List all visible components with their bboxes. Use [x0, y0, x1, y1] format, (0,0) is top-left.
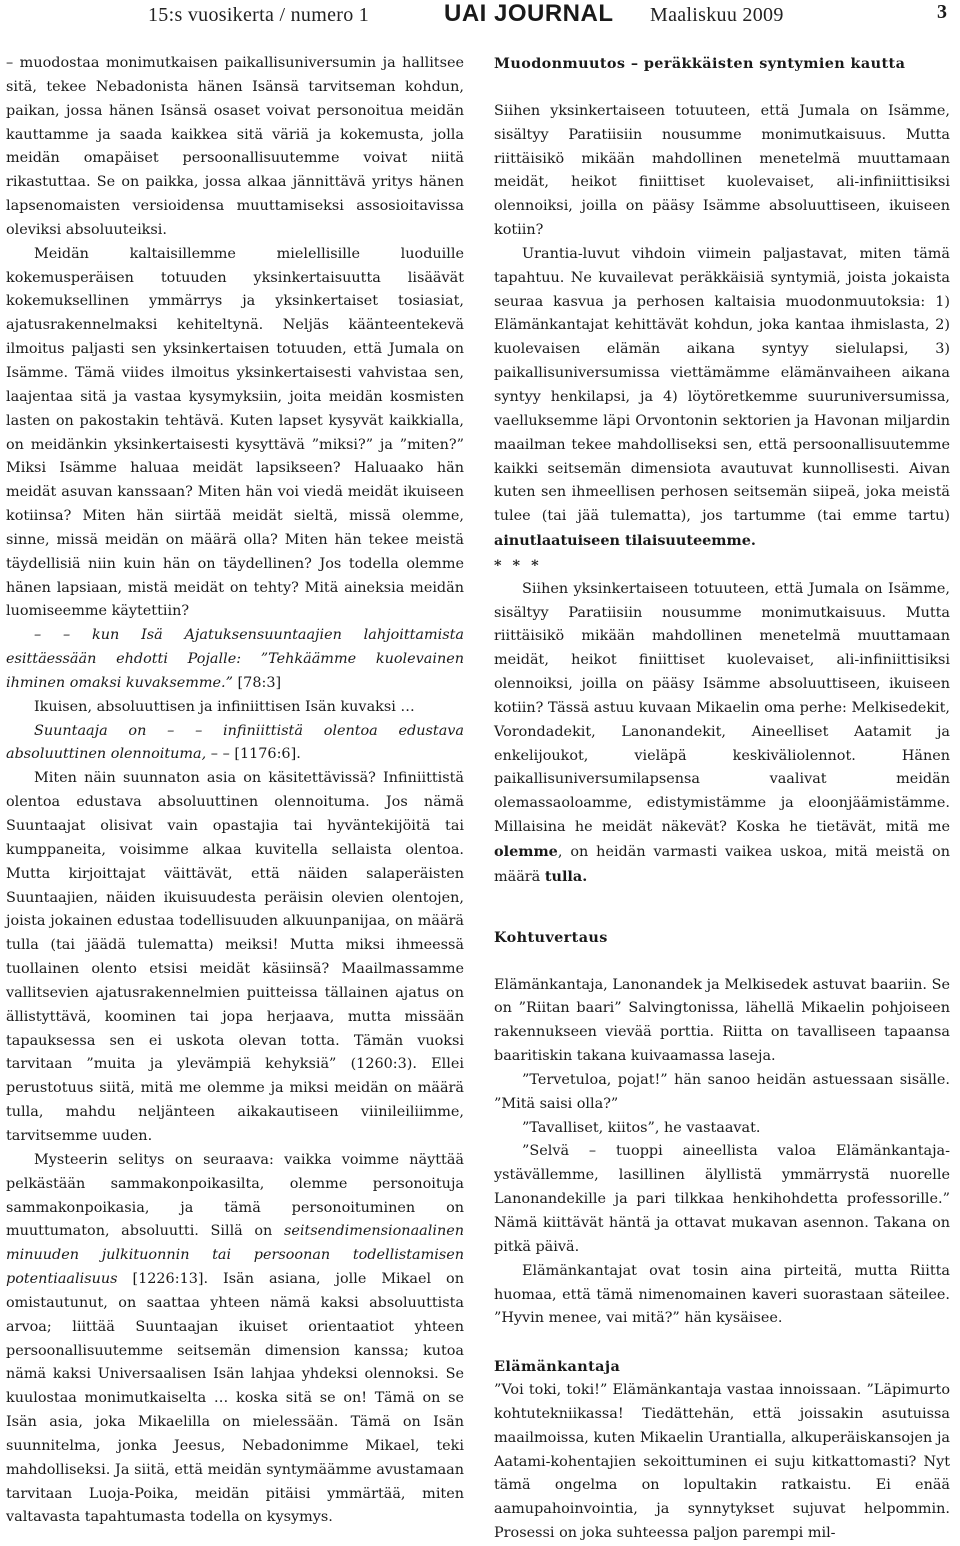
section-divider: * * *: [494, 556, 542, 574]
issue-date: Maaliskuu 2009: [650, 4, 784, 26]
journal-title: UAI JOURNAL: [444, 0, 614, 27]
emphasis: olemme: [494, 843, 558, 860]
page-number: 3: [937, 1, 947, 23]
paragraph: [494, 578, 950, 890]
issue-label: 15:s vuosikerta / numero 1: [148, 4, 370, 26]
text-run: [1226:13]. Isän asiana, jolle Mikael on omistautunut, on saattaa yhteen nämä kaksi absoluuttista arvoa; liittää Suuntaajan ikuiset orientaatiot yhteen persoonallisuutemme seitsemän dimension kanssa; kutoa nämä kaksi Universaalisen Isän lahjaa yhdeksi olennoksi. Se kuulostaa monimutkaiselta … koska sitä se on! Tämä on se Isän asia, joka Mikaelilla on mielessään. Tämä on Isän suunnitelma, jonka Jeesus, Nebadonimme Mikael, teki mahdolliseksi. Ja siitä, että meidän syntymäämme avustamaan tarvitaan Luoja-Poika, meidän pitäisi ymmärtää, miten valtavasta tapahtumasta todella on kysymys.: [6, 1271, 464, 1526]
emphasis: ainutlaatuiseen tilaisuuteemme.: [494, 532, 756, 550]
paragraph: Siihen yksinkertaiseen totuuteen, että Jumala on Isämme, sisältyy Paratiisiin nousumme monimutkaisuus. Mutta riittäisikö mikään mahdollinen menetelmä muuttamaan meidät, heikot finiittiset kuolevaiset, ali-infiniittisiksi olennoiksi, joilla on pääsy Isämme absoluuttiseen, ikuiseen kotiin?: [494, 102, 950, 239]
right-column: [494, 52, 950, 1546]
paragraph: ”Selvä – tuoppi aineellista valoa Elämänkantaja-ystävällemme, lasillinen älyllistä ymmärrystä nuorelle Lanonandekille ja pari tilkkaa henkihohdetta professorille.” Nämä kiittävät häntä ja ottavat mukavan asennon. Takana on pitkä päivä.: [494, 1143, 950, 1255]
paragraph: [494, 243, 950, 554]
paragraph: ”Voi toki, toki!” Elämänkantaja vastaa innoissaan. ”Läpimurto kohtutekniikassa! Tiedättehän, että joissakin asutuissa maailmoissa, kuten Mikaelin Urantialla, alkuperäiskansojen ja Aatami-kohentajien sekoittuminen ei suju kitkattomasti? Nyt tämä ongelma on lopultakin ratkaistu. Ei enää aamupahoinvointia, ja synnytykset sujuvat helpommin. Prosessi on joka suhteessa paljon parempi mil-: [494, 1382, 950, 1542]
section-heading: Muodonmuutos – peräkkäisten syntymien kautta: [494, 55, 906, 72]
section-heading: Elämänkantaja: [494, 1358, 621, 1376]
paragraph: Miten näin suunnaton asia on käsitettävissä? Infiniittistä olentoa edustava absoluuttinen olennoituma. Jos nämä Suuntaajat olisivat vain opastajia tai hyväntekijöitä tai kumppaneita, voisimme alkaa kuvitella sellaista olentoa. Mutta kirjoittajat väittävät, että näiden salaperäisten Suuntaajien, näiden ikuisuudesta peräisin olevien olentojen, joista jokainen edustaa todellisuuden alkuunpanijaa, on määrä tulla (tai jäädä tulematta) meiksi! Mutta miksi ihmeessä tuollainen olento etsisi meidät käsiinsä? Maailmassamme vallitsevien ajatusrakennelmien puitteissa tällainen ajatus on ällistyttävä, koominen tai jopa herjaava, mutta missään tapauksessa sen ei uskota olevan totta. Tämän vuoksi tarvitaan ”muita ja ylevämpiä kehyksiä” (1260:3). Ellei perustotuus siitä, mitä me olemme ja miksi meidän on määrä tulla, mahdu neljänteen aikakautiseen viinileiliimme, tarvitsemme uuden.: [6, 770, 464, 1144]
paragraph: Ikuisen, absoluuttisen ja infiniittisen Isän kuvaksi …: [34, 698, 415, 715]
paragraph: ”Tavalliset, kiitos”, he vastaavat.: [522, 1119, 761, 1136]
quote-ref: – – [1176:6].: [206, 746, 301, 763]
paragraph: ”Tervetuloa, pojat!” hän sanoo heidän astuessaan sisälle. ”Mitä saisi olla?”: [494, 1071, 950, 1112]
quote-ref: [78:3]: [232, 674, 282, 691]
paragraph: Elämänkantajat ovat tosin aina pirteitä, mutta Riitta huomaa, että tämä nimenomainen kaveri suorastaan säteilee. ”Hyvin menee, vai mitä?” hän kysäisee.: [494, 1262, 950, 1327]
quote-text: Suuntaaja on – – infiniittistä olentoa edustava absoluuttinen olennoituma,: [6, 722, 464, 763]
quote: [6, 624, 464, 696]
paragraph: Elämänkantaja, Lanonandek ja Melkisedek astuvat baariin. Se on ”Riitan baari” Salvingtonissa, lähellä Mikaelin pohjoiseen rakennukseen vievää porttia. Riitta on tavalliseen tapaansa baaritiskin takana kuivaamassa laseja.: [494, 976, 950, 1065]
section-heading: Kohtuvertaus: [494, 928, 608, 946]
text-run: Urantia-luvut vihdoin viimein paljastavat, miten tämä tapahtuu. Ne kuvailevat peräkkäisiä syntymiä, joista jokaista seuraa kasvua ja perhosen kaltaisia muodonmuutoksia: 1) Elämänkantajat kehittävät kohdun, joka kantaa ihmislasta, 2) kuolevaisen elämän aikana syntyy sielulapsi, 3) paikallisuniversumissa viettämämme elämänvaiheen aikana syntyy henkilapsi, ja 4) löytöretkemme suuruniversumissa, vaelluksemme läpi Orvontonin sektorien ja Havonan miljardin maailman tekee mahdolliseksi sen, että persoonallisuutemme kaikki seitsemän dimensiota avautuvat kunnollisesti. Aivan kuten sen ihmeellisen perhosen seitsemän siipeä, joka meistä tulee (tai jää tulematta), jos tartumme (tai emme tartu): [494, 245, 950, 525]
paragraph: Meidän kaltaisillemme mielellisille luoduille kokemusperäisen totuuden yksinkertaisuutta lisäävät kokemuksellinen ymmärrys ja yksinkertaiset tosiasiat, ajatusrakennelmaksi kehiteltynä. Neljäs käänteentekevä ilmoitus paljasti sen yksinkertaisen totuuden, että Jumala on Isämme. Tämä viides ilmoitus yksinkertaisesti vahvistaa sen, laajentaa sitä ja vastaa kysymyksiin, joita meidän kosmisten lasten on pakostakin tehtävä. Kuten lapset kysyvät kaikkialla, on meidänkin yksinkertaisesti kysyttävä ”miksi?” ja ”miten?” Miksi Isämme haluaa meidät lapsikseen? Haluaako hän meidät asuvan kanssaan? Miten hän voi viedä meidät ikuiseen kotiinsa? Miten hän siirtää meidät sieltä, missä olemme, sinne, missä meidän on määrä olla? Miten hän tekee meistä täydellisiä niin kuin hän on täydellinen? Jos todella olemme hänen lapsiaan, mistä meidät on tehty? Mitä aineksia meidän luomiseemme käytettiin?: [6, 245, 464, 620]
left-column: [6, 52, 464, 1530]
paragraph: [6, 1149, 464, 1531]
page-header: [0, 0, 960, 38]
text-run: Siihen yksinkertaiseen totuuteen, että Jumala on Isämme, sisältyy Paratiisiin nousumme monimutkaisuus. Mutta riittäisikö mikään mahdollinen menetelmä muuttamaan meidät, heikot finiittiset kuolevaiset, ali-infiniittisiksi olennoiksi, joilla on pääsy Isämme absoluuttiseen, ikuiseen kotiin? Tässä astuu kuvaan Mikaelin oma perhe: Melkisedekit, Vorondadekit, Lanonandekit, Aineelliset Aatamit ja enkelijoukot, vieläpä keskiväliolennot. Hänen paikallisuniversumilapsensa vaalivat meidän olemassaoloamme, edistymistämme ja eloonjäämistämme. Millaisina he meidät näkevät? Koska he tietävät, mitä me: [494, 580, 950, 836]
quote-text: – – kun Isä Ajatuksensuuntaajien lahjoittamista esittäessään ehdotti Pojalle: ”Tehkäämme kuolevainen ihminen omaksi kuvaksemme.”: [6, 627, 464, 691]
paragraph: – muodostaa monimutkaisen paikallisuniversumin ja hallitsee sitä, tekee Nebadonista hänen Isänsä tarvitseman kohdun, paikan, jossa hänen Isänsä osaset voivat personoitua meidän kauttamme ja saada kaikkea sitä väriä ja kokemusta, jolla meidän omapäiset persoonallisuutemme voivat niitä rikastuttaa. Se on paikka, jossa alkaa jännittävä yritys hänen lapsenomaisten versioidensa muuttamiseksi assosioitavissa oleviksi absoluuteiksi.: [6, 55, 464, 238]
emphasis: tulla.: [544, 867, 588, 885]
text-run: Mysteerin selitys on seuraava: vaikka voimme näyttää pelkästään sammakonpoikasilta, olemme personoituja sammakonpoikasia, ja tämä personoituminen on muuttumaton, absoluutti. Sillä on: [6, 1151, 464, 1240]
quote: [6, 720, 464, 768]
text-run: , on heidän varmasti vaikea uskoa, mitä meistä on määrä: [494, 844, 950, 885]
emphasis: seitsendimensionaalinen minuuden julkituonnin tai persoonan todellistamisen potentiaalisuus: [6, 1223, 464, 1288]
